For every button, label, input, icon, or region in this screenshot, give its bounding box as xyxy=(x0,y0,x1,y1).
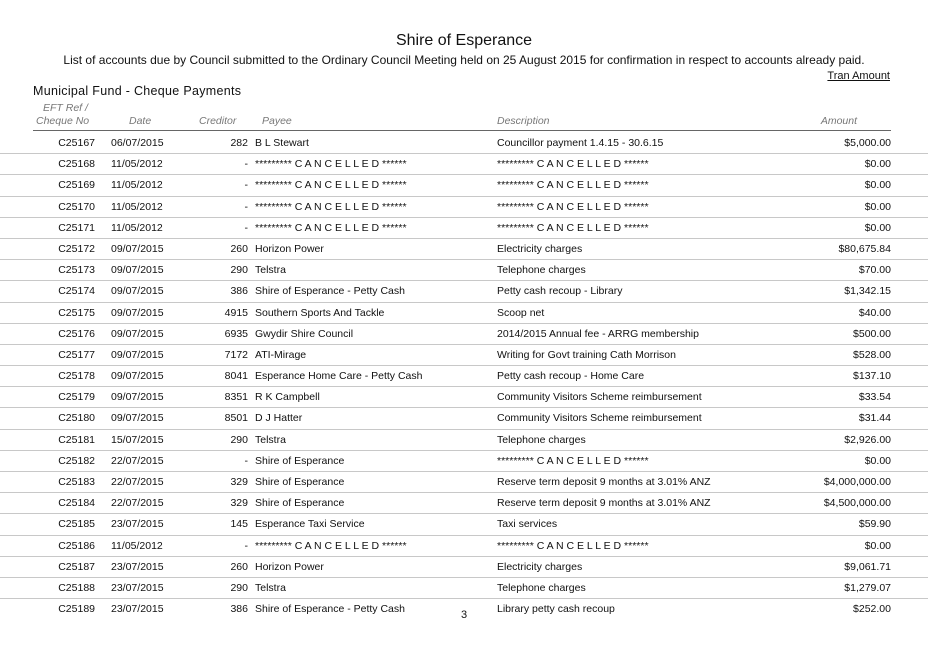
payment-amount: $0.00 xyxy=(864,158,891,171)
payment-description: Community Visitors Scheme reimbursement xyxy=(497,412,702,425)
header-creditor: Creditor xyxy=(199,115,237,127)
table-row xyxy=(0,345,928,366)
payment-date: 09/07/2015 xyxy=(111,327,164,340)
payee-name: Shire of Esperance xyxy=(255,476,345,488)
header-cheque-no: Cheque No xyxy=(36,115,90,127)
creditor-id: 260 xyxy=(230,560,248,573)
cheque-number: C25181 xyxy=(58,433,95,446)
cheque-number: C25170 xyxy=(58,200,95,213)
payment-date: 09/07/2015 xyxy=(111,412,164,425)
payment-description: Reserve term deposit 9 months at 3.01% ANZ xyxy=(497,476,711,488)
payment-description: Councillor payment 1.4.15 - 30.6.15 xyxy=(497,137,664,149)
table-row xyxy=(0,493,928,514)
payment-date: 09/07/2015 xyxy=(111,370,164,383)
creditor-id: 290 xyxy=(230,433,248,446)
payment-description: Petty cash recoup - Library xyxy=(497,285,623,298)
creditor-id: - xyxy=(244,200,248,213)
header-eft-ref: EFT Ref / xyxy=(43,102,88,114)
creditor-id: 7172 xyxy=(224,348,248,361)
creditor-id: 290 xyxy=(230,581,248,594)
payment-date: 22/07/2015 xyxy=(111,454,164,467)
cheque-number: C25175 xyxy=(58,306,95,319)
table-row xyxy=(0,578,928,599)
header-payee: Payee xyxy=(262,115,292,127)
header-date: Date xyxy=(129,115,152,127)
creditor-id: 386 xyxy=(230,603,248,616)
document-subtitle: List of accounts due by Council submitted to the Ordinary Council Meeting held on 25 August 2015 for confirmation in respect to accounts already paid. xyxy=(63,53,865,67)
payee-name: ********* C A N C E L L E D ****** xyxy=(255,200,407,213)
payment-description: Electricity charges xyxy=(497,560,583,573)
payee-name: D J Hatter xyxy=(255,412,303,425)
table-row xyxy=(0,408,928,429)
payment-date: 09/07/2015 xyxy=(111,391,164,404)
payment-description: Reserve term deposit 9 months at 3.01% ANZ xyxy=(497,497,711,510)
payment-date: 22/07/2015 xyxy=(111,476,164,488)
payee-name: B L Stewart xyxy=(255,137,309,149)
cheque-number: C25179 xyxy=(58,391,95,404)
payment-amount: $528.00 xyxy=(853,348,891,361)
payee-name: Shire of Esperance xyxy=(255,454,345,467)
payee-name: Telstra xyxy=(255,433,286,446)
payee-name: Esperance Taxi Service xyxy=(255,518,365,531)
payee-name: Shire of Esperance - Petty Cash xyxy=(255,603,405,616)
payment-description: Taxi services xyxy=(497,518,558,531)
payment-amount: $4,000,000.00 xyxy=(823,476,891,488)
table-row xyxy=(0,536,928,557)
creditor-id: 8041 xyxy=(224,370,248,383)
payment-date: 22/07/2015 xyxy=(111,497,164,510)
payment-amount: $80,675.84 xyxy=(838,242,891,255)
cheque-number: C25172 xyxy=(58,242,95,255)
payment-date: 23/07/2015 xyxy=(111,581,164,594)
creditor-id: 329 xyxy=(230,476,248,488)
payment-description: Writing for Govt training Cath Morrison xyxy=(497,348,676,361)
creditor-id: 260 xyxy=(230,242,248,255)
creditor-id: 6935 xyxy=(224,327,248,340)
payment-date: 09/07/2015 xyxy=(111,242,164,255)
payment-description: Scoop net xyxy=(497,306,545,319)
payee-name: Telstra xyxy=(255,581,286,594)
payment-description: Telephone charges xyxy=(497,433,586,446)
payment-amount: $0.00 xyxy=(864,454,891,467)
payment-amount: $252.00 xyxy=(853,603,891,616)
payee-name: Horizon Power xyxy=(255,242,324,255)
payment-amount: $40.00 xyxy=(858,306,891,319)
payment-amount: $59.90 xyxy=(858,518,891,531)
payment-date: 09/07/2015 xyxy=(111,306,164,319)
payment-description: 2014/2015 Annual fee - ARRG membership xyxy=(497,327,699,340)
section-heading: Municipal Fund - Cheque Payments xyxy=(33,84,242,98)
table-row xyxy=(0,133,928,154)
tran-amount-label: Tran Amount xyxy=(827,70,890,82)
payment-amount: $0.00 xyxy=(864,179,891,192)
cheque-number: C25178 xyxy=(58,370,95,383)
header-description: Description xyxy=(497,115,550,127)
payment-description: ********* C A N C E L L E D ****** xyxy=(497,454,649,467)
payment-date: 11/05/2012 xyxy=(111,158,163,171)
payee-name: Esperance Home Care - Petty Cash xyxy=(255,370,423,383)
payee-name: Telstra xyxy=(255,264,286,277)
payment-description: Telephone charges xyxy=(497,581,586,594)
payments-table xyxy=(0,133,928,619)
payment-date: 09/07/2015 xyxy=(111,285,164,298)
payment-amount: $5,000.00 xyxy=(844,137,891,149)
payee-name: ATI-Mirage xyxy=(255,348,307,361)
payment-amount: $1,342.15 xyxy=(844,285,891,298)
payee-name: Horizon Power xyxy=(255,560,324,573)
payment-description: ********* C A N C E L L E D ****** xyxy=(497,539,649,552)
payment-date: 06/07/2015 xyxy=(111,137,164,149)
document-title: Shire of Esperance xyxy=(395,32,533,49)
payment-amount: $0.00 xyxy=(864,200,891,213)
table-row xyxy=(0,239,928,260)
table-row xyxy=(0,281,928,302)
payee-name: ********* C A N C E L L E D ****** xyxy=(255,158,407,171)
payment-amount: $31.44 xyxy=(858,412,891,425)
creditor-id: - xyxy=(244,454,248,467)
cheque-number: C25168 xyxy=(58,158,95,171)
payment-description: Telephone charges xyxy=(497,264,586,277)
payment-description: ********* C A N C E L L E D ****** xyxy=(497,179,649,192)
payee-name: ********* C A N C E L L E D ****** xyxy=(255,179,407,192)
table-row xyxy=(0,260,928,281)
payment-description: Community Visitors Scheme reimbursement xyxy=(497,391,702,404)
payment-date: 11/05/2012 xyxy=(111,179,163,192)
creditor-id: - xyxy=(244,179,248,192)
table-row xyxy=(0,154,928,175)
creditor-id: 4915 xyxy=(224,306,248,319)
cheque-number: C25169 xyxy=(58,179,95,192)
payee-name: Shire of Esperance - Petty Cash xyxy=(255,285,405,298)
creditor-id: 329 xyxy=(230,497,248,510)
cheque-number: C25182 xyxy=(58,454,95,467)
cheque-number: C25173 xyxy=(58,264,95,277)
payment-amount: $4,500,000.00 xyxy=(823,497,891,510)
payment-date: 23/07/2015 xyxy=(111,518,164,531)
cheque-number: C25186 xyxy=(58,539,95,552)
table-row xyxy=(0,514,928,535)
header-divider xyxy=(33,130,891,131)
creditor-id: - xyxy=(244,158,248,171)
payment-amount: $9,061.71 xyxy=(844,560,891,573)
cheque-number: C25167 xyxy=(58,137,95,149)
cheque-number: C25180 xyxy=(58,412,95,425)
payment-amount: $137.10 xyxy=(853,370,891,383)
payment-description: Petty cash recoup - Home Care xyxy=(497,370,645,383)
table-row xyxy=(0,218,928,239)
payment-description: ********* C A N C E L L E D ****** xyxy=(497,221,649,234)
cheque-number: C25176 xyxy=(58,327,95,340)
payment-amount: $33.54 xyxy=(858,391,891,404)
cheque-number: C25189 xyxy=(58,603,95,616)
payment-amount: $2,926.00 xyxy=(844,433,891,446)
payment-date: 11/05/2012 xyxy=(111,539,163,552)
page-number: 3 xyxy=(460,609,468,621)
payee-name: ********* C A N C E L L E D ****** xyxy=(255,539,407,552)
payee-name: Gwydir Shire Council xyxy=(255,327,354,340)
creditor-id: 282 xyxy=(230,137,248,149)
cheque-number: C25185 xyxy=(58,518,95,531)
table-row xyxy=(0,472,928,493)
creditor-id: 8351 xyxy=(224,391,248,404)
table-row xyxy=(0,430,928,451)
table-row xyxy=(0,451,928,472)
creditor-id: 386 xyxy=(230,285,248,298)
cheque-number: C25177 xyxy=(58,348,95,361)
payment-description: Library petty cash recoup xyxy=(497,603,615,616)
payment-amount: $1,279.07 xyxy=(844,581,891,594)
creditor-id: - xyxy=(244,539,248,552)
cheque-number: C25184 xyxy=(58,497,95,510)
creditor-id: 145 xyxy=(230,518,248,531)
cheque-number: C25174 xyxy=(58,285,95,298)
payee-name: Southern Sports And Tackle xyxy=(255,306,385,319)
table-row xyxy=(0,303,928,324)
table-row xyxy=(0,175,928,196)
creditor-id: - xyxy=(244,221,248,234)
table-row xyxy=(0,366,928,387)
payment-amount: $500.00 xyxy=(853,327,891,340)
payment-date: 09/07/2015 xyxy=(111,264,164,277)
payee-name: Shire of Esperance xyxy=(255,497,345,510)
payment-description: ********* C A N C E L L E D ****** xyxy=(497,200,649,213)
payment-date: 09/07/2015 xyxy=(111,348,164,361)
cheque-number: C25171 xyxy=(58,221,95,234)
payee-name: ********* C A N C E L L E D ****** xyxy=(255,221,407,234)
table-row xyxy=(0,324,928,345)
payment-description: Electricity charges xyxy=(497,242,583,255)
payment-date: 15/07/2015 xyxy=(111,433,164,446)
payment-amount: $0.00 xyxy=(864,221,891,234)
creditor-id: 8501 xyxy=(224,412,248,425)
payment-date: 11/05/2012 xyxy=(111,221,163,234)
payment-amount: $0.00 xyxy=(864,539,891,552)
cheque-number: C25187 xyxy=(58,560,95,573)
payment-description: ********* C A N C E L L E D ****** xyxy=(497,158,649,171)
header-amount: Amount xyxy=(820,115,857,127)
table-row xyxy=(0,387,928,408)
creditor-id: 290 xyxy=(230,264,248,277)
table-row xyxy=(0,557,928,578)
payment-amount: $70.00 xyxy=(858,264,891,277)
table-row xyxy=(0,197,928,218)
payment-date: 23/07/2015 xyxy=(111,603,164,616)
cheque-number: C25188 xyxy=(58,581,95,594)
payee-name: R K Campbell xyxy=(255,391,320,404)
cheque-number: C25183 xyxy=(58,476,95,488)
payment-date: 11/05/2012 xyxy=(111,200,163,213)
payment-date: 23/07/2015 xyxy=(111,560,164,573)
